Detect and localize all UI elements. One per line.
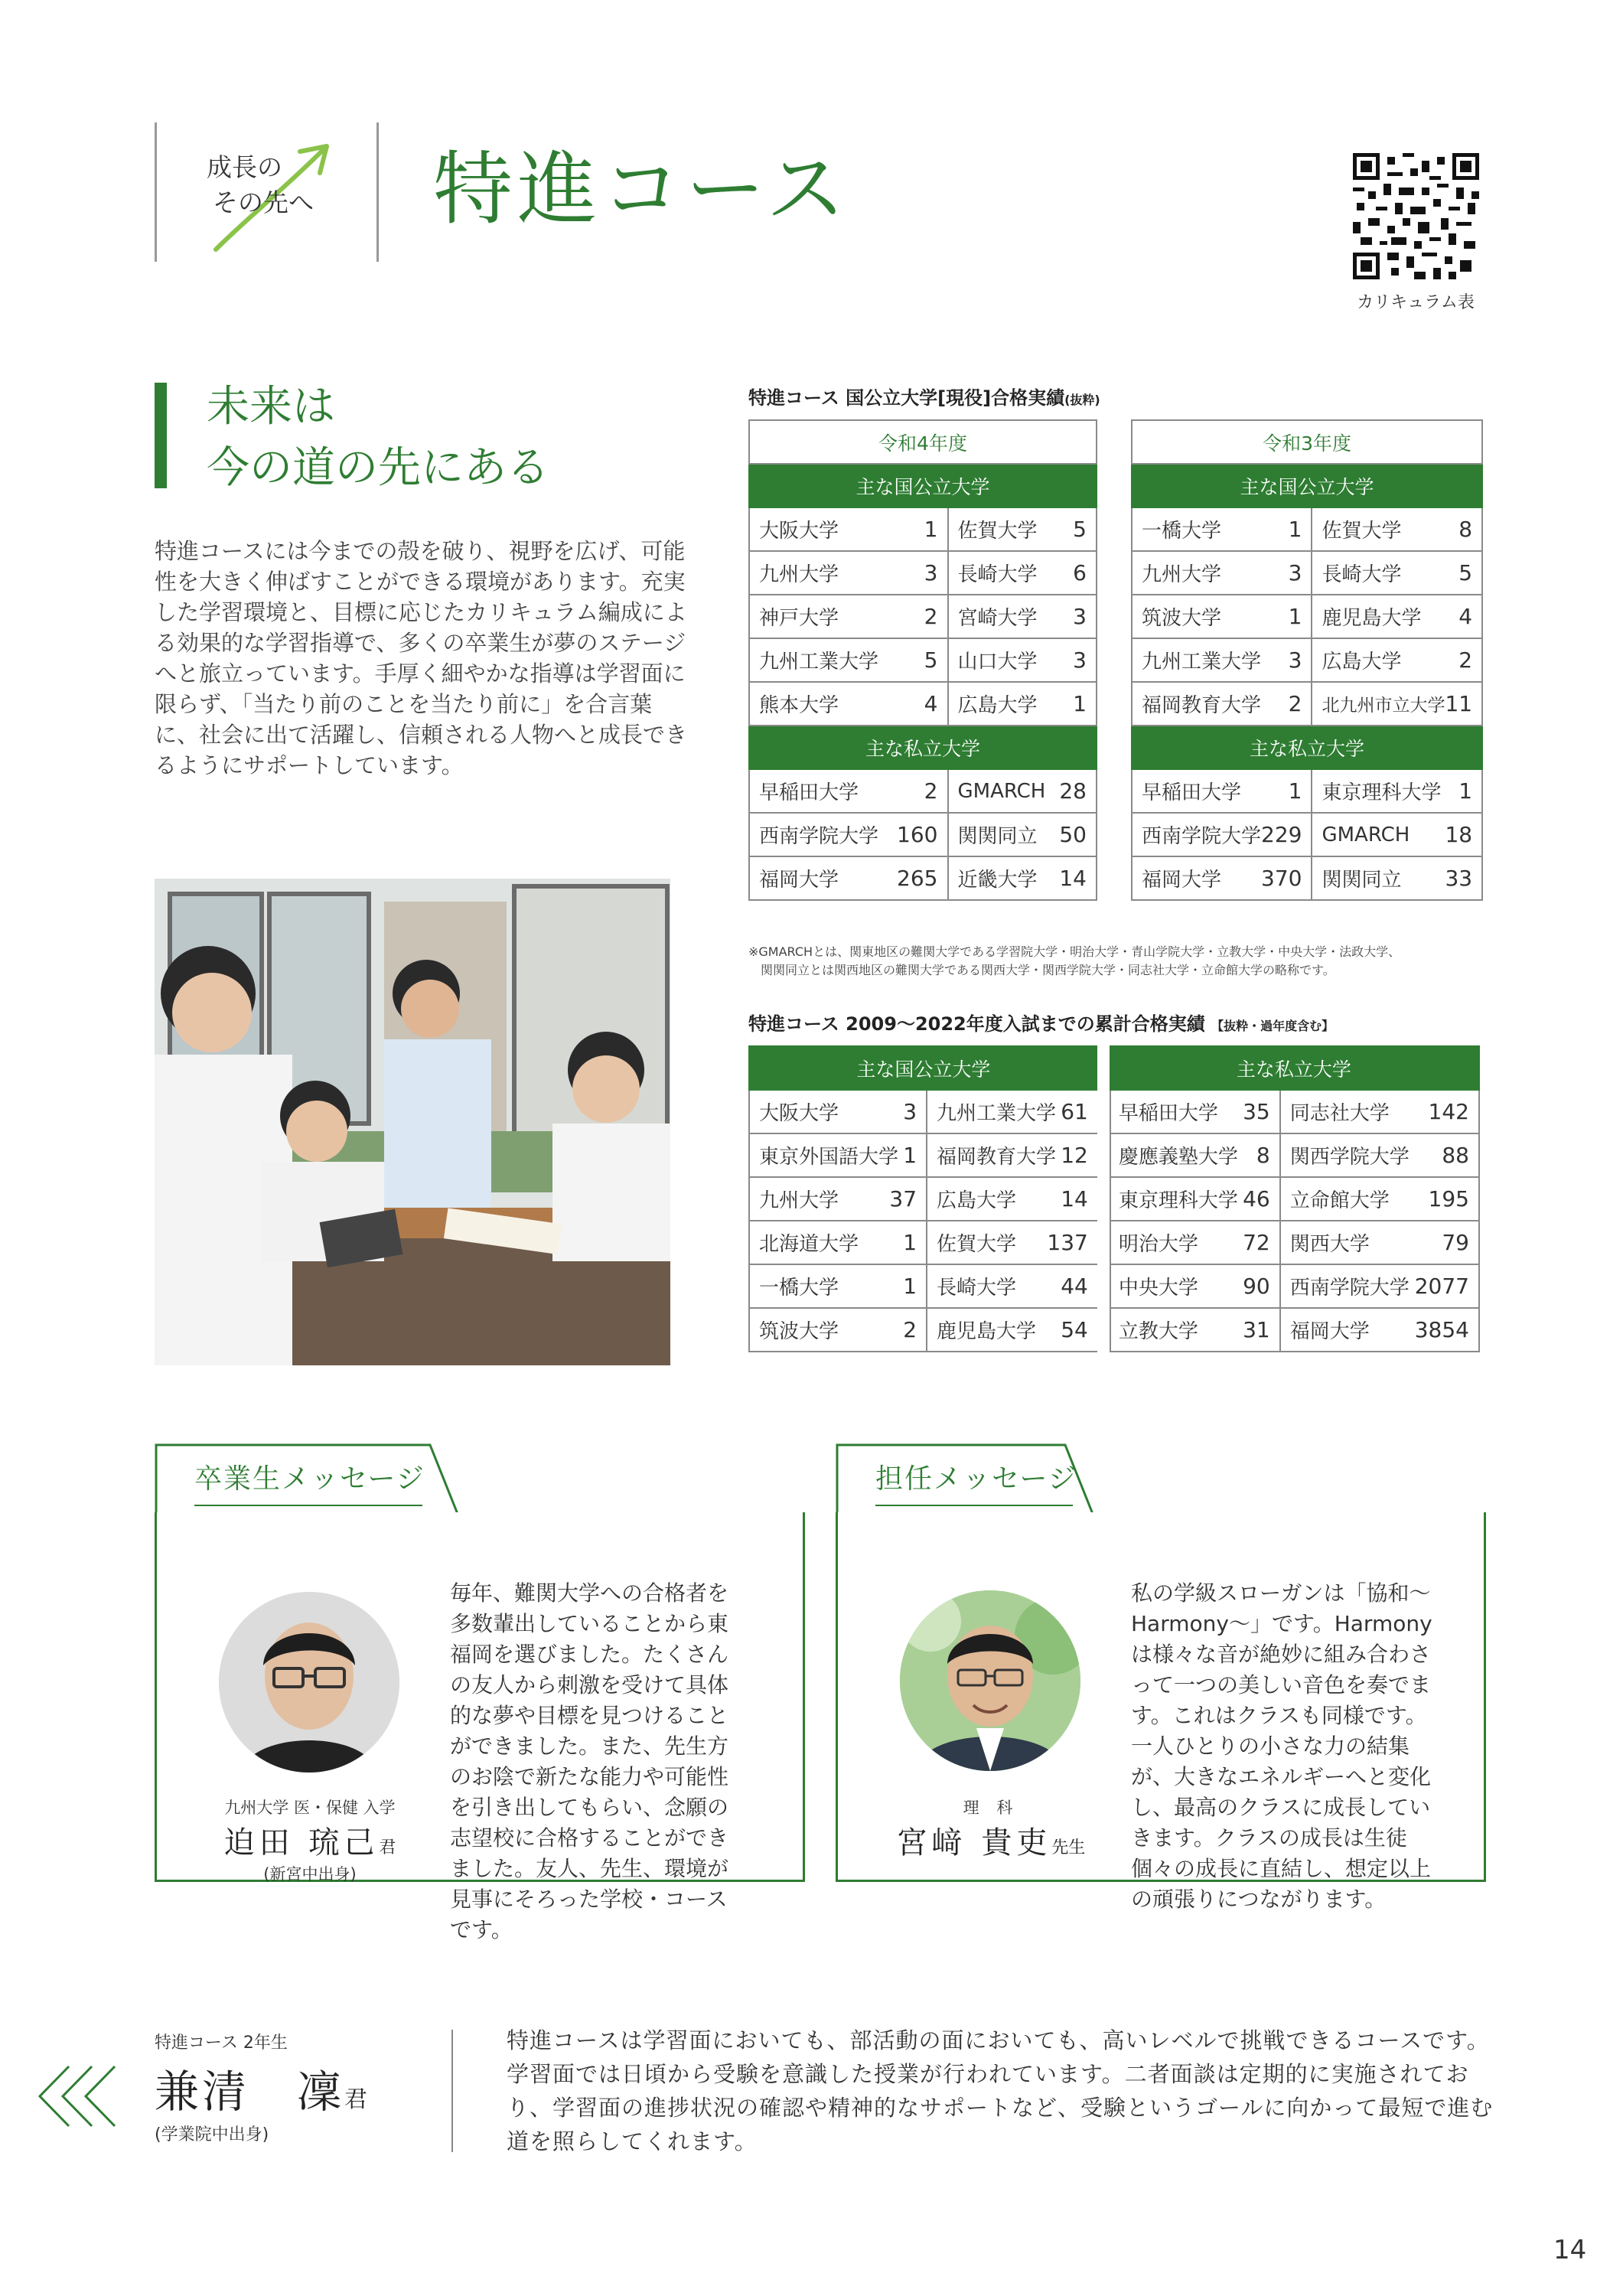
graduate-person [199,1795,421,1885]
qr-label: カリキュラム表 [1357,293,1475,312]
uni-name: 神戸大学 [759,607,839,630]
uni-name: 福岡大学 [1289,1320,1370,1343]
uni-count: 1 [903,1230,917,1255]
uni-name: 九州工業大学 [1142,651,1262,673]
uni-name: 山口大学 [957,651,1038,673]
uni-count: 90 [1243,1274,1270,1299]
uni-count: 14 [1061,1186,1088,1212]
graduate-honorific: 君 [379,1838,396,1857]
table-row [1132,856,1482,900]
uni-name: 東京理科大学 [1118,1189,1238,1212]
uni-count: 4 [1458,604,1473,629]
teacher-heading: 担任メッセージ [875,1463,1077,1495]
uni-count: 2 [1458,647,1473,673]
uni-name: 近畿大学 [957,869,1038,892]
uni-name: 九州工業大学 [937,1102,1057,1125]
graduate-name: 迫田 琉己 [223,1825,380,1861]
table-row [749,1264,1479,1308]
table-row [749,1133,1479,1177]
header-rule-right [376,122,379,262]
uni-count: 79 [1442,1230,1469,1255]
tagline-line2: その先へ [213,188,314,217]
table-row [749,1308,1479,1352]
uni-name: 早稲田大学 [759,781,859,804]
uni-name: 関西学院大学 [1289,1146,1410,1169]
private-header-r4: 主な私立大学 [749,726,1097,769]
uni-count: 88 [1442,1143,1469,1168]
uni-name: 西南学院大学 [759,825,879,848]
uni-name: 関関同立 [1322,869,1402,892]
uni-count: 3 [1073,647,1087,673]
table-row [1132,813,1482,856]
uni-count: 35 [1243,1099,1270,1124]
classroom-photo-illustration [155,879,670,1365]
table-row [749,682,1097,726]
table1-title [748,383,1100,409]
uni-name: 北九州市立大学 [1322,696,1445,716]
uni-name: 九州大学 [759,1189,839,1212]
tagline-line1: 成長の [207,152,282,182]
uni-count: 4 [924,691,938,716]
triple-chevron-left-icon [35,2062,127,2131]
uni-count: 229 [1261,822,1302,847]
cumulative-private-header: 主な私立大学 [1103,1046,1479,1090]
uni-count: 11 [1445,691,1473,716]
teacher-person [880,1795,1102,1862]
uni-count: 8 [1458,517,1473,542]
uni-name: 熊本大学 [759,694,839,717]
teacher-honorific: 先生 [1051,1838,1086,1857]
uni-name: 福岡大学 [1142,869,1222,892]
cumulative-table [748,1045,1480,1352]
results-table-r3 [1131,419,1483,901]
uni-name: 早稲田大学 [1142,781,1242,804]
uni-count: 3 [1073,604,1087,629]
national-header-r4: 主な国公立大学 [749,464,1097,507]
uni-name: 関西大学 [1289,1233,1370,1256]
qr-code-icon[interactable] [1353,153,1479,279]
uni-name: GMARCH [1322,823,1410,846]
uni-count: 1 [903,1143,917,1168]
table-row [749,769,1097,813]
uni-count: 3 [903,1099,917,1124]
table-row [749,595,1097,638]
table-row [1132,638,1482,682]
uni-count: 3 [924,560,938,585]
uni-name: 福岡教育大学 [1142,694,1262,717]
uni-count: 5 [1073,517,1087,542]
graduate-portrait [219,1592,399,1773]
student-name-wrap [155,2056,370,2120]
uni-count: 1 [1073,691,1087,716]
note-line1: ※GMARCHとは、関東地区の難関大学である学習院大学・明治大学・青山学院大学・立教大学・中央大学・法政大学、 [748,944,1401,959]
uni-count: 46 [1243,1186,1270,1212]
results-table-r4 [748,419,1097,901]
uni-name: 九州工業大学 [759,651,879,673]
uni-count: 31 [1243,1317,1270,1342]
uni-name: 立教大学 [1118,1320,1198,1343]
uni-count: 50 [1059,822,1087,847]
national-header-r3: 主な国公立大学 [1132,464,1482,507]
uni-name: 大阪大学 [759,520,839,543]
uni-count: 2 [1288,691,1302,716]
uni-name: 早稲田大学 [1118,1102,1218,1125]
private-header-r3: 主な私立大学 [1132,726,1482,769]
uni-name: 佐賀大学 [1322,520,1402,543]
table-row [749,551,1097,595]
table-row [1132,595,1482,638]
uni-count: 3 [1288,560,1302,585]
uni-count: 2 [903,1317,917,1342]
student-divider [451,2030,453,2152]
uni-count: 1 [1458,778,1473,804]
graduate-affiliation: 九州大学 医・保健 入学 [224,1799,396,1817]
student-meta: 特進コース 2年生 [155,2033,288,2053]
table-row [1132,682,1482,726]
uni-count: 6 [1073,560,1087,585]
teacher-portrait [900,1590,1080,1771]
table1-title-note: (抜粋) [1064,393,1100,407]
uni-count: 2077 [1414,1274,1469,1299]
page-title: 特進コース [433,142,850,236]
teacher-subject: 理 科 [963,1799,1019,1817]
gmarch-note [748,943,1483,980]
uni-count: 160 [897,822,938,847]
uni-name: 九州大学 [1142,563,1222,586]
table-row [749,1221,1479,1264]
uni-count: 61 [1061,1099,1088,1124]
classroom-photo [155,879,670,1365]
graduate-heading: 卒業生メッセージ [194,1463,425,1495]
uni-name: 西南学院大学 [1142,825,1262,848]
graduate-avatar [219,1592,399,1773]
table-row [1132,551,1482,595]
uni-name: 長崎大学 [937,1277,1017,1300]
uni-name: 筑波大学 [1142,607,1222,630]
graduate-heading-underline [194,1505,422,1506]
subtitle-line2: 今の道の先にある [207,443,549,493]
year-label-r3: 令和3年度 [1132,420,1482,464]
tagline [207,150,337,220]
uni-count: 1 [1288,517,1302,542]
table-row [749,507,1097,551]
uni-name: 同志社大学 [1289,1102,1390,1125]
subtitle-accent-bar [155,383,167,488]
uni-name: 佐賀大学 [957,520,1038,543]
table-row [749,1090,1479,1133]
uni-count: 12 [1061,1143,1088,1168]
student-name: 兼清 凜 [155,2066,345,2118]
uni-name: 一橋大学 [1142,520,1222,543]
uni-name: 慶應義塾大学 [1118,1146,1238,1169]
subtitle-line1: 未来は [207,382,335,432]
uni-name: 東京外国語大学 [759,1146,899,1169]
uni-count: 195 [1428,1186,1469,1212]
uni-name: 広島大学 [1322,651,1402,673]
uni-name: 佐賀大学 [937,1233,1017,1256]
uni-count: 8 [1256,1143,1270,1168]
uni-count: 370 [1261,866,1302,891]
table-row [749,1177,1479,1221]
uni-name: 広島大学 [937,1189,1017,1212]
uni-count: 3 [1288,647,1302,673]
uni-name: 鹿児島大学 [937,1320,1037,1343]
uni-count: 5 [924,647,938,673]
uni-count: 28 [1059,778,1087,804]
uni-name: 中央大学 [1118,1277,1198,1300]
uni-name: 九州大学 [759,563,839,586]
uni-name: 明治大学 [1118,1233,1198,1256]
uni-name: 東京理科大学 [1322,781,1442,804]
table-row [1132,769,1482,813]
graduate-origin: (新宮中出身) [263,1865,357,1883]
student-honorific: 君 [344,2086,371,2113]
uni-count: 1 [1288,604,1302,629]
uni-count: 1 [1288,778,1302,804]
uni-name: 宮崎大学 [957,607,1038,630]
page-number: 14 [1553,2235,1587,2265]
uni-count: 2 [924,778,938,804]
uni-count: 3854 [1414,1317,1469,1342]
uni-count: 37 [889,1186,917,1212]
uni-count: 33 [1445,866,1473,891]
table2-title [748,1009,1334,1035]
table-row [749,856,1097,900]
uni-name: 一橋大学 [759,1277,839,1300]
uni-name: 広島大学 [957,694,1038,717]
table2-title-text: 特進コース 2009〜2022年度入試までの累計合格実績 [748,1013,1205,1035]
uni-name: 西南学院大学 [1289,1277,1410,1300]
graduate-message: 毎年、難関大学への合格者を多数輩出していることから東福岡を選びました。たくさんの友人から刺激を受けて具体的な夢や目標を見つけることができました。また、先生方のお陰で新たな能力や可能性を引き出してもらい、念願の志望校に合格することができました。友人、先生、環境が見事にそろった学校・コースです。 [450,1580,729,1942]
uni-name: 大阪大学 [759,1102,839,1125]
uni-name: 鹿児島大学 [1322,607,1422,630]
table-row [1132,507,1482,551]
uni-name: 福岡大学 [759,869,839,892]
uni-count: 2 [924,604,938,629]
uni-count: 44 [1061,1274,1088,1299]
uni-name: 筑波大学 [759,1320,839,1343]
table-row [749,813,1097,856]
uni-count: 54 [1061,1317,1088,1342]
uni-name: 福岡教育大学 [937,1146,1057,1169]
uni-count: 137 [1047,1230,1088,1255]
teacher-avatar [900,1590,1080,1771]
uni-count: 14 [1059,866,1087,891]
uni-count: 265 [897,866,938,891]
note-line2: 関関同立とは関西地区の難関大学である関西大学・関西学院大学・同志社大学・立命館大学の略称です。 [761,963,1335,977]
uni-name: GMARCH [957,779,1046,803]
uni-name: 長崎大学 [1322,563,1402,586]
student-message: 特進コースは学習面においても、部活動の面においても、高いレベルで挑戦できるコースです。学習面では日頃から受験を意識した授業が行われています。二者面談は定期的に実施されており、学習面の進捗状況の確認や精神的なサポートなど、受験というゴールに向かって最短で進む道を照らしてくれます。 [507,2027,1494,2154]
intro-text: 特進コースには今までの殻を破り、視野を広げ、可能性を大きく伸ばすことができる環境があります。充実した学習環境と、目標に応じたカリキュラム編成による効果的な学習指導で、多くの卒業生が夢のステージへと旅立っています。手厚く細やかな指導は学習面に限らず、「当たり前のことを当たり前に」を合言葉に、社会に出て活躍し、信頼される人物へと成長できるようにサポートしています。 [155,538,688,778]
teacher-message: 私の学級スローガンは「協和〜Harmony〜」です。Harmonyは様々な音が絶妙に組み合わさって一つの美しい音色を奏でます。これはクラスも同様です。一人ひとりの小さな力の結集が、大きなエネルギーへと変化し、最高のクラスに成長していきます。クラスの成長は生徒個々の成長に直結し、想定以上の頑張りにつながります。 [1131,1580,1432,1912]
student-origin: (学業院中出身) [155,2125,269,2144]
teacher-heading-underline [875,1505,1073,1506]
uni-name: 関関同立 [957,825,1038,848]
uni-name: 北海道大学 [759,1233,859,1256]
uni-count: 1 [924,517,938,542]
teacher-name: 宮﨑 貴吏 [896,1825,1052,1861]
uni-count: 1 [903,1274,917,1299]
table2-title-note: 【抜粋・過年度含む】 [1211,1019,1335,1033]
header-rule-left [155,122,157,262]
cumulative-national-header: 主な国公立大学 [749,1046,1103,1090]
uni-name: 長崎大学 [957,563,1038,586]
table1-title-text: 特進コース 国公立大学[現役]合格実績 [748,387,1065,409]
table-row [749,638,1097,682]
uni-count: 72 [1243,1230,1270,1255]
uni-count: 5 [1458,560,1473,585]
uni-count: 18 [1445,822,1473,847]
subtitle [207,377,549,499]
year-label-r4: 令和4年度 [749,420,1097,464]
uni-count: 142 [1428,1099,1469,1124]
uni-name: 立命館大学 [1289,1189,1390,1212]
